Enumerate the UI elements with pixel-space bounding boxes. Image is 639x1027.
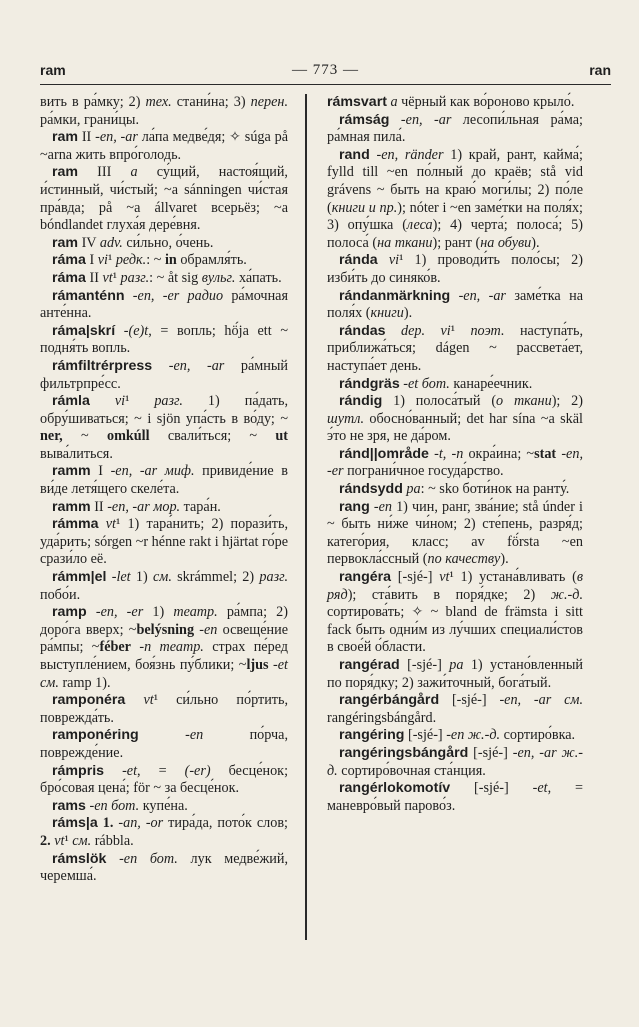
- entry-headword: rangérbángård: [339, 692, 440, 709]
- dictionary-entry: [327, 94, 583, 112]
- entry-headword: rándgräs: [339, 375, 400, 392]
- dictionary-entry: [327, 692, 583, 727]
- entry-headword: rams: [52, 797, 86, 814]
- dictionary-entry: [40, 692, 288, 727]
- entry-definition: -en, ränder 1) край, рант, кайма́; fylld till ~en по́лный до краёв; stå vid grávens ~ быть на краю́ моги́лы; 2) по́ле (книги и пр.); nóter i ~en заме́тки на поля́х; 3) опу́шка (леса); 4) черта́; полоса́; 5) полоса́ (на ткани); рант (на обуви).: [327, 146, 583, 251]
- dictionary-entry: [327, 745, 583, 780]
- entry-definition: -en, -er радио ра́мочная анте́нна.: [40, 287, 288, 322]
- dictionary-entry: [40, 252, 288, 270]
- entry-headword: ramponéring: [52, 727, 139, 744]
- entry-definition: -t, -n окра́ина; ~stat -en, -er пограни́чное госуда́рство.: [327, 445, 583, 480]
- entry-definition: -en, -ar ра́мный фильтрпре́сс.: [40, 357, 288, 392]
- entry-headword: ramm: [52, 498, 91, 515]
- entry-definition: -let 1) см. skrámmel; 2) разг. побо́и.: [40, 569, 288, 603]
- entry-headword: ram: [52, 129, 79, 146]
- entry-headword: rándas: [339, 322, 386, 339]
- dictionary-entry: [327, 780, 583, 815]
- dictionary-entry: [327, 112, 583, 147]
- dictionary-entry: [40, 235, 288, 253]
- entry-definition: [-sjé-] vt¹ 1) устана́вливать (в ряд); ста́вить в поря́дке; 2) ж.-д. сортирова́ть; ✧ ~ bland de främsta i sitt fack быть одни́м из лу́чших специали́стов в свое́й о́бласти.: [327, 569, 583, 656]
- entry-headword: ráma|skrí: [52, 322, 116, 339]
- dictionary-entry: [327, 499, 583, 569]
- entry-definition: -en бот. лук медве́жий, черемша́.: [40, 850, 288, 885]
- entry-definition: IV adv. си́льно, о́чень.: [78, 234, 214, 251]
- entry-definition: 1. -an, -or тира́да, пото́к слов; 2. vt¹ см. rábbla.: [40, 815, 288, 849]
- entry-definition: -en 1) чин, ранг, зва́ние; stå únder i ~ быть ни́же чи́ном; 2) сте́пень, разря́д; катего́рия, класс; av fö́rsta ~en первокла́ссный (по качеству).: [327, 498, 583, 568]
- entry-headword: ráms|a: [52, 815, 98, 832]
- entry-definition: I -en, -ar миф. привиде́ние в ви́де летя́щего скеле́та.: [40, 463, 288, 498]
- dictionary-entry: [40, 815, 288, 850]
- entry-headword: rangéring: [339, 727, 405, 744]
- entry-headword: rámm|el: [52, 569, 107, 586]
- dictionary-entry: [40, 569, 288, 604]
- entry-headword: rámfiltrérpress: [52, 357, 153, 374]
- dictionary-entry: [327, 481, 583, 499]
- dictionary-entry: [327, 288, 583, 323]
- right-guide-word: ran: [589, 62, 611, 78]
- left-guide-word: ram: [40, 62, 66, 78]
- entry-headword: rangéringsbángård: [339, 744, 469, 761]
- entry-headword: rándsydd: [339, 481, 403, 498]
- dictionary-entry: [327, 657, 583, 692]
- entry-headword: ráma: [52, 269, 86, 286]
- entry-definition: -en по́рча, поврежде́ние.: [40, 727, 288, 761]
- entry-headword: rámma: [52, 516, 99, 533]
- left-column: [40, 94, 288, 886]
- dictionary-entry: [40, 393, 288, 463]
- page-header: [40, 62, 611, 85]
- entry-definition: II -en, -ar ла́па медве́дя; ✧ súga på ~arna жить впро́голодь.: [40, 129, 288, 163]
- entry-definition: -en, -ar заме́тка на поля́х (книги).: [327, 287, 583, 322]
- dictionary-entry: [40, 604, 288, 692]
- entry-headword: rámanténn: [52, 287, 125, 304]
- entry-definition: вить в ра́мку; 2) тех. стани́на; 3) перен. ра́мки, грани́цы.: [40, 94, 288, 128]
- entry-headword: rámpris: [52, 762, 105, 779]
- right-column: [327, 94, 583, 815]
- dictionary-entry: [40, 288, 288, 323]
- dictionary-entry: [40, 516, 288, 569]
- dictionary-entry: [327, 252, 583, 287]
- dictionary-entry: [327, 727, 583, 745]
- dictionary-entry: [40, 463, 288, 498]
- entry-definition: pa: ~ sko боти́нок на ранту́.: [406, 481, 570, 498]
- entry-definition: vt¹ си́льно по́ртить, поврежда́ть.: [40, 692, 289, 726]
- entry-headword: ramp: [52, 604, 87, 621]
- entry-headword: ram: [52, 164, 79, 181]
- entry-definition: III a су́щий, настоя́щий, и́стинный, чи́стый; ~a sánningen чи́стая пра́вда; på ~a állvaret всерьёз; ~a bóndlandet глуха́я дере́вня.: [40, 164, 288, 234]
- dictionary-entry: [327, 323, 583, 376]
- entry-definition: -en, -ar лесопи́льная ра́ма; ра́мная пила́.: [327, 111, 583, 146]
- dictionary-entry: [327, 393, 583, 446]
- entry-headword: rand: [339, 146, 370, 163]
- entry-definition: -et бот. канаре́ечник.: [403, 375, 533, 392]
- dictionary-entry: [40, 358, 288, 393]
- dictionary-entry: [327, 569, 583, 657]
- entry-headword: ráma: [52, 252, 86, 269]
- entry-headword: rangérad: [339, 657, 400, 673]
- entry-headword: rándanmärkning: [339, 287, 451, 304]
- entry-definition: a чёрный как во́роново крыло́.: [390, 94, 575, 110]
- entry-definition: [-sjé-] -en ж.-д. сортиро́вка.: [404, 727, 576, 744]
- dictionary-entry: [40, 270, 288, 288]
- column-divider: [305, 94, 307, 940]
- entry-headword: rangérlokomotív: [339, 780, 451, 797]
- entry-definition: -en, -er 1) театр. ра́мпа; 2) доро́га вверх; ~belýsning -en освеще́ние ра́мпы; ~féber -n театр. страх пе́ред выступле́нием, боя́знь пу́блики; ~ljus -et см. ramp 1).: [40, 604, 289, 691]
- entry-definition: [-sjé-] pa 1) устано́вленный по поря́дку; 2) зажи́точный, бога́тый.: [327, 657, 583, 691]
- entry-headword: rang: [339, 498, 370, 515]
- entry-definition: vi¹ 1) проводи́ть поло́сы; 2) изби́ть до синяко́в.: [327, 252, 583, 286]
- dictionary-entry: [327, 376, 583, 394]
- dictionary-entry: [40, 94, 288, 129]
- entry-definition: dep. vi¹ поэт. наступа́ть, приближа́ться; dágen ~ рассвета́ет, наступа́ет день.: [327, 322, 583, 374]
- dictionary-entry: [40, 499, 288, 517]
- dictionary-entry: [327, 147, 583, 253]
- entry-definition: 1) полоса́тый (о ткани); 2) шутл. обосно́ванный; det har sína ~a skäl э́то не зря, не да́ром.: [327, 393, 583, 445]
- entry-definition: vi¹ разг. 1) па́дать, обру́шиваться; ~ i sjön упа́сть в во́ду; ~ ner, ~ omkúll свали́ться; ~ ut выва́литься.: [40, 393, 289, 462]
- entry-headword: rámslök: [52, 850, 107, 867]
- entry-definition: II vt¹ разг.: ~ åt sig вульг. ха́пать.: [85, 269, 282, 286]
- entry-headword: ránd||område: [339, 445, 429, 462]
- dictionary-entry: [40, 798, 288, 816]
- entry-headword: rangéra: [339, 569, 392, 586]
- entry-definition: II -en, -ar мор. тара́н.: [90, 498, 221, 515]
- entry-definition: -(e)t, = вопль; hö́ja ett ~ подня́ть вопль.: [40, 322, 288, 357]
- entry-definition: I vi¹ редк.: ~ in обрамля́ть.: [85, 252, 247, 269]
- dictionary-entry: [327, 446, 583, 481]
- entry-headword: rámság: [339, 111, 390, 128]
- entry-headword: rámsvart: [327, 94, 387, 110]
- dictionary-entry: [40, 851, 288, 886]
- entry-definition: vt¹ 1) тара́нить; 2) порази́ть, уда́рить; sórgen ~r hénne rakt i hjärtat го́ре срази́ло её.: [40, 516, 289, 568]
- entry-definition: -et, = (-er) бесце́нок; бро́совая цена́; för ~ за бесце́нок.: [40, 762, 289, 797]
- dictionary-entry: [40, 164, 288, 234]
- dictionary-entry: [40, 727, 288, 762]
- entry-definition: [-sjé-] -en, -ar см. rangéringsbángård.: [327, 692, 583, 726]
- dictionary-entry: [40, 763, 288, 798]
- entry-definition: [-sjé-] -en, -ar ж.-д. сортиро́вочная ста́нция.: [327, 744, 583, 779]
- entry-headword: rándig: [339, 393, 383, 410]
- entry-headword: ramm: [52, 463, 91, 480]
- entry-definition: -en бот. купе́на.: [89, 797, 188, 814]
- entry-headword: ram: [52, 234, 79, 251]
- dictionary-entry: [40, 129, 288, 164]
- entry-headword: ramponéra: [52, 692, 126, 709]
- entry-definition: [-sjé-] -et, = маневро́вый парово́з.: [327, 780, 583, 814]
- entry-headword: rámla: [52, 393, 90, 410]
- dictionary-entry: [40, 323, 288, 358]
- page-number: — 773 —: [292, 62, 359, 78]
- entry-headword: ránda: [339, 252, 378, 269]
